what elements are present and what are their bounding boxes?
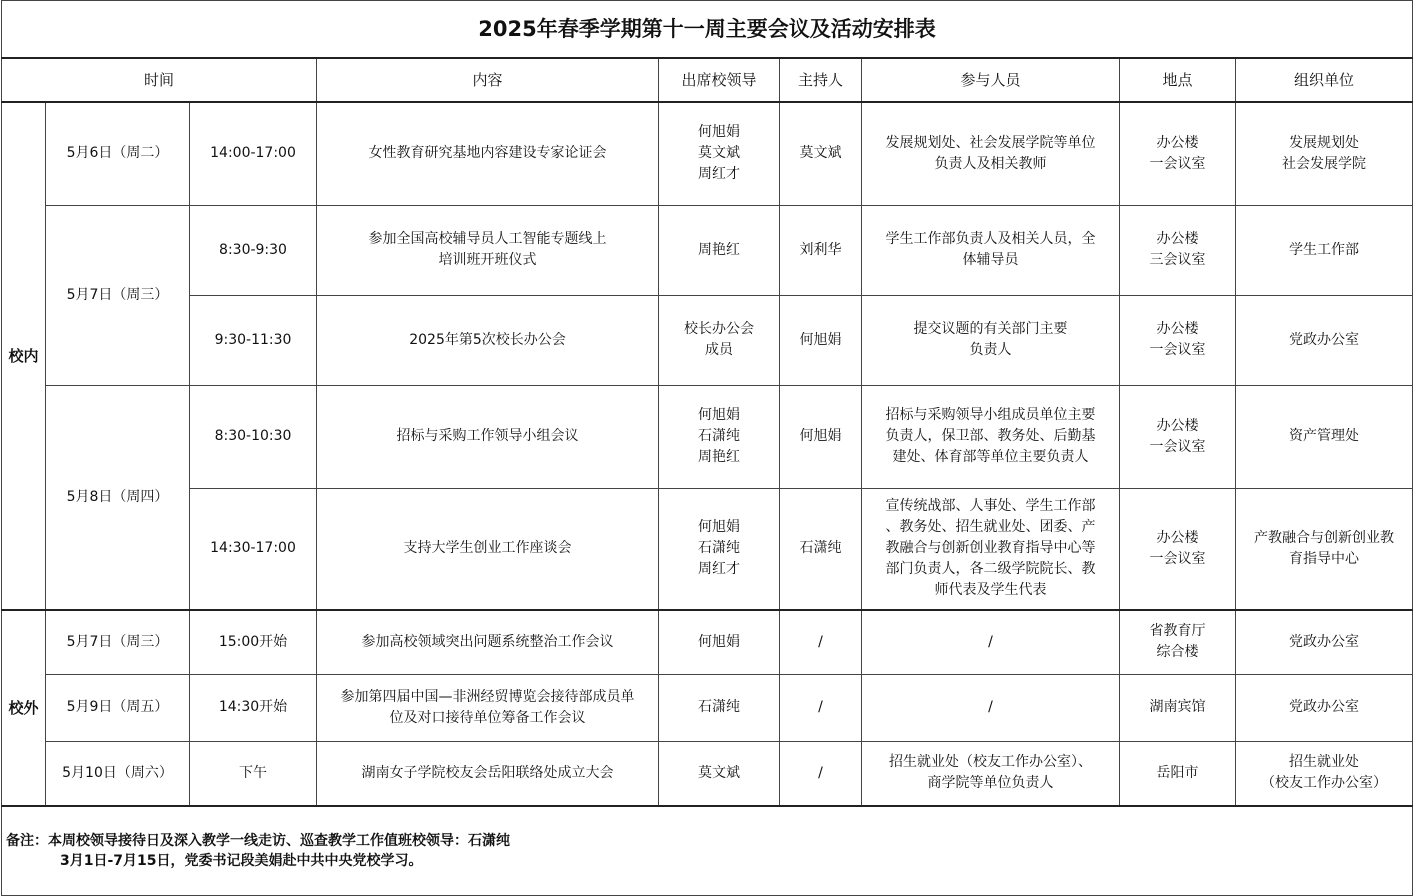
header-participants: 参与人员 xyxy=(862,58,1120,102)
participants-cell: 宣传统战部、人事处、学生工作部 、教务处、招生就业处、团委、产 教融合与创新创业教育指导中心等 部门负责人，各二级学院院长、教 师代表及学生代表 xyxy=(862,488,1120,610)
time-cell: 15:00开始 xyxy=(190,610,317,674)
host-cell: 石潇纯 xyxy=(780,488,862,610)
participants-cell: 学生工作部负责人及相关人员，全 体辅导员 xyxy=(862,205,1120,295)
table-row xyxy=(2,102,1413,205)
leader-cell: 何旭娟 xyxy=(659,610,780,674)
participants-cell: / xyxy=(862,674,1120,741)
location-cell: 办公楼 一会议室 xyxy=(1120,102,1236,205)
participants-cell: 招标与采购领导小组成员单位主要 负责人，保卫部、教务处、后勤基 建处、体育部等单位主要负责人 xyxy=(862,385,1120,488)
leader-cell: 校长办公会 成员 xyxy=(659,295,780,385)
content-cell: 支持大学生创业工作座谈会 xyxy=(317,488,659,610)
notes xyxy=(2,806,1413,896)
leader-cell: 周艳红 xyxy=(659,205,780,295)
content-cell: 参加第四届中国—非洲经贸博览会接待部成员单 位及对口接待单位筹备工作会议 xyxy=(317,674,659,741)
date-cell: 5月6日（周二） xyxy=(46,102,190,205)
table-row xyxy=(2,488,1413,610)
table-row xyxy=(2,610,1413,674)
organizer-cell: 学生工作部 xyxy=(1236,205,1413,295)
leader-cell: 何旭娟 石潇纯 周艳红 xyxy=(659,385,780,488)
organizer-cell: 资产管理处 xyxy=(1236,385,1413,488)
date-cell: 5月9日（周五） xyxy=(46,674,190,741)
location-cell: 办公楼 一会议室 xyxy=(1120,295,1236,385)
location-cell: 办公楼 三会议室 xyxy=(1120,205,1236,295)
table-row xyxy=(2,385,1413,488)
host-cell: 何旭娟 xyxy=(780,295,862,385)
participants-cell: 提交议题的有关部门主要 负责人 xyxy=(862,295,1120,385)
table-row xyxy=(2,674,1413,741)
content-cell: 招标与采购工作领导小组会议 xyxy=(317,385,659,488)
location-cell: 省教育厅 综合楼 xyxy=(1120,610,1236,674)
group-label-outside: 校外 xyxy=(2,610,46,806)
schedule-table xyxy=(1,0,1413,896)
leader-cell: 石潇纯 xyxy=(659,674,780,741)
date-cell: 5月7日（周三） xyxy=(46,610,190,674)
host-cell: 何旭娟 xyxy=(780,385,862,488)
location-cell: 办公楼 一会议室 xyxy=(1120,488,1236,610)
host-cell: 刘利华 xyxy=(780,205,862,295)
host-cell: / xyxy=(780,674,862,741)
organizer-cell: 发展规划处 社会发展学院 xyxy=(1236,102,1413,205)
organizer-cell: 党政办公室 xyxy=(1236,295,1413,385)
notes-line-1: 备注：本周校领导接待日及深入教学一线走访、巡查教学工作值班校领导：石潇纯 xyxy=(6,833,510,849)
host-cell: / xyxy=(780,610,862,674)
notes-line-2: 3月1日-7月15日，党委书记段美娟赴中共中央党校学习。 xyxy=(60,853,423,869)
time-cell: 14:30开始 xyxy=(190,674,317,741)
header-content: 内容 xyxy=(317,58,659,102)
participants-cell: 发展规划处、社会发展学院等单位 负责人及相关教师 xyxy=(862,102,1120,205)
date-cell: 5月10日（周六） xyxy=(46,741,190,806)
header-leader: 出席校领导 xyxy=(659,58,780,102)
time-cell: 8:30-10:30 xyxy=(190,385,317,488)
organizer-cell: 党政办公室 xyxy=(1236,674,1413,741)
location-cell: 湖南宾馆 xyxy=(1120,674,1236,741)
table-row xyxy=(2,741,1413,806)
table-title: 2025年春季学期第十一周主要会议及活动安排表 xyxy=(2,1,1413,59)
time-cell: 下午 xyxy=(190,741,317,806)
organizer-cell: 党政办公室 xyxy=(1236,610,1413,674)
host-cell: / xyxy=(780,741,862,806)
date-cell: 5月7日（周三） xyxy=(46,205,190,385)
time-cell: 14:00-17:00 xyxy=(190,102,317,205)
participants-cell: 招生就业处（校友工作办公室）、 商学院等单位负责人 xyxy=(862,741,1120,806)
time-cell: 14:30-17:00 xyxy=(190,488,317,610)
content-cell: 2025年第5次校长办公会 xyxy=(317,295,659,385)
organizer-cell: 招生就业处 （校友工作办公室） xyxy=(1236,741,1413,806)
host-cell: 莫文斌 xyxy=(780,102,862,205)
header-location: 地点 xyxy=(1120,58,1236,102)
table-row xyxy=(2,205,1413,295)
location-cell: 办公楼 一会议室 xyxy=(1120,385,1236,488)
participants-cell: / xyxy=(862,610,1120,674)
header-host: 主持人 xyxy=(780,58,862,102)
time-cell: 8:30-9:30 xyxy=(190,205,317,295)
location-cell: 岳阳市 xyxy=(1120,741,1236,806)
leader-cell: 何旭娟 石潇纯 周红才 xyxy=(659,488,780,610)
content-cell: 湖南女子学院校友会岳阳联络处成立大会 xyxy=(317,741,659,806)
organizer-cell: 产教融合与创新创业教 育指导中心 xyxy=(1236,488,1413,610)
leader-cell: 何旭娟 莫文斌 周红才 xyxy=(659,102,780,205)
time-cell: 9:30-11:30 xyxy=(190,295,317,385)
group-label-inside: 校内 xyxy=(2,102,46,610)
date-cell: 5月8日（周四） xyxy=(46,385,190,610)
header-organizer: 组织单位 xyxy=(1236,58,1413,102)
leader-cell: 莫文斌 xyxy=(659,741,780,806)
content-cell: 参加全国高校辅导员人工智能专题线上 培训班开班仪式 xyxy=(317,205,659,295)
header-time: 时间 xyxy=(2,58,317,102)
content-cell: 女性教育研究基地内容建设专家论证会 xyxy=(317,102,659,205)
content-cell: 参加高校领域突出问题系统整治工作会议 xyxy=(317,610,659,674)
table-row xyxy=(2,295,1413,385)
